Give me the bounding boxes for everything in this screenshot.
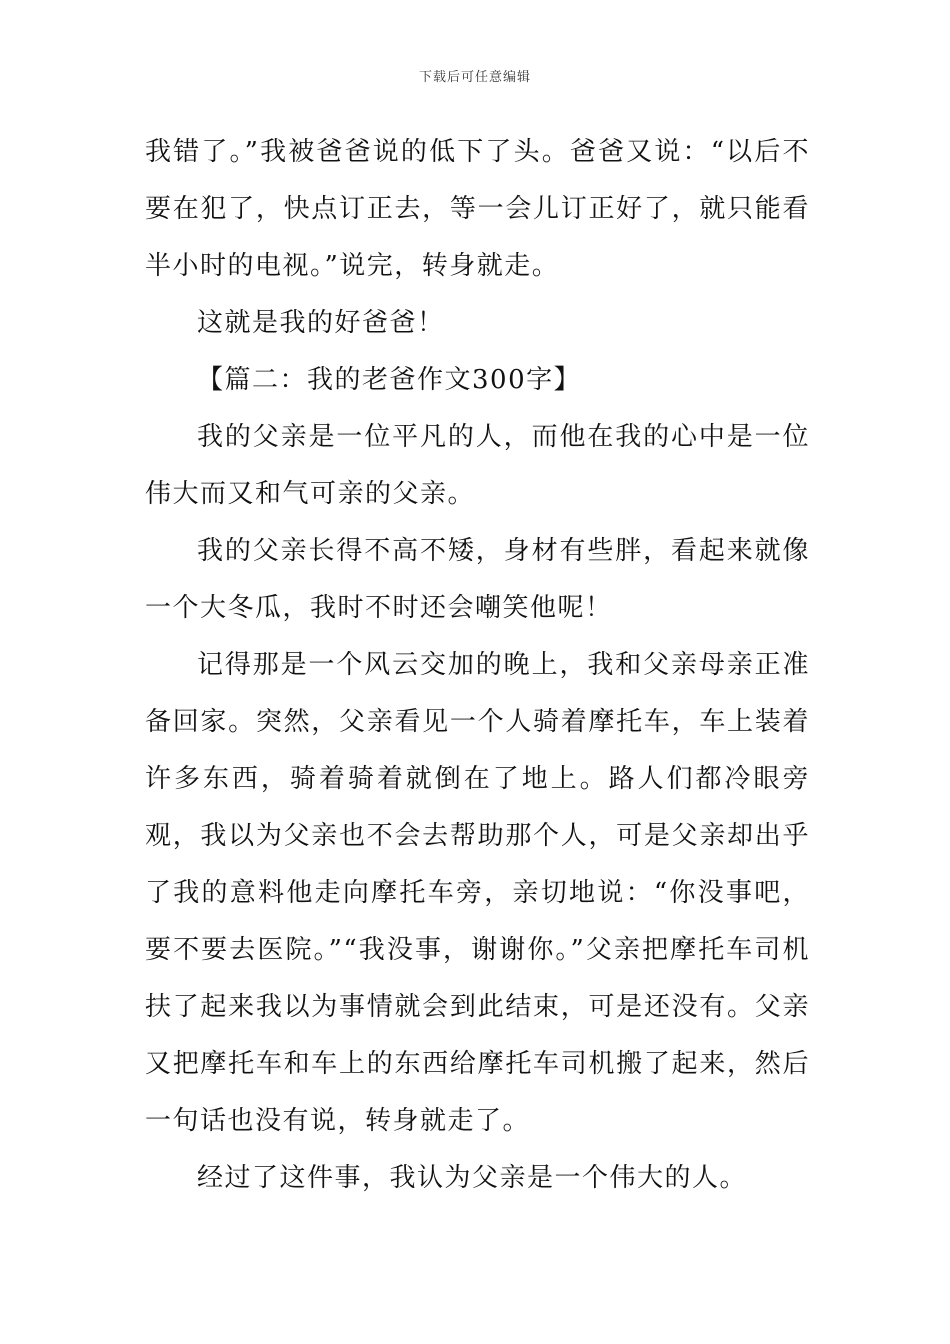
paragraph-5: 我的父亲长得不高不矮，身材有些胖，看起来就像一个大冬瓜，我时不时还会嘲笑他呢！ xyxy=(145,536,810,623)
paragraph-1: 我错了。”我被爸爸说的低下了头。爸爸又说：“以后不要在犯了，快点订正去，等一会儿订正好了，就只能看半小时的电视。”说完，转身就走。 xyxy=(145,137,810,281)
paragraph-2: 这就是我的好爸爸！ xyxy=(197,308,445,338)
paragraph-7: 经过了这件事，我认为父亲是一个伟大的人。 xyxy=(197,1163,748,1193)
section-title: 【篇二：我的老爸作文300字】 xyxy=(197,365,582,395)
document-body xyxy=(145,124,810,1207)
page-header: 下载后可任意编辑 xyxy=(418,70,531,85)
paragraph-6: 记得那是一个风云交加的晚上，我和父亲母亲正准备回家。突然，父亲看见一个人骑着摩托车，车上装着许多东西，骑着骑着就倒在了地上。路人们都冷眼旁观，我以为父亲也不会去帮助那个人，可是父亲却出乎了我的意料他走向摩托车旁，亲切地说：“你没事吧，要不要去医院。”“我没事，谢谢你。”父亲把摩托车司机扶了起来我以为事情就会到此结束，可是还没有。父亲又把摩托车和车上的东西给摩托车司机搬了起来，然后一句话也没有说，转身就走了。 xyxy=(145,650,810,1136)
paragraph-4: 我的父亲是一位平凡的人，而他在我的心中是一位伟大而又和气可亲的父亲。 xyxy=(145,422,810,509)
